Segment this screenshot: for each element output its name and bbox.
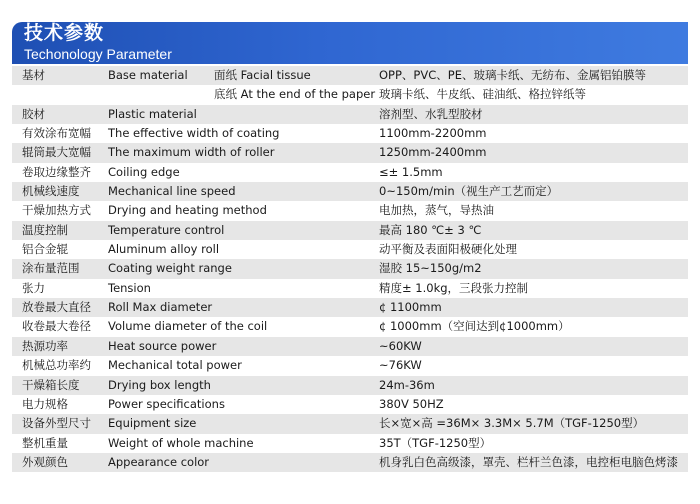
table-row	[12, 240, 688, 259]
table-row	[12, 317, 688, 336]
row-label-cn: 基材	[22, 68, 45, 82]
row-value: 溶剂型、水乳型胶材	[379, 106, 483, 121]
row-label-en: Roll Max diameter	[108, 300, 213, 315]
table-row	[12, 143, 688, 162]
row-value: 机身乳白色高级漆，罩壳、栏杆兰色漆，电控柜电脑色烤漆	[379, 454, 678, 469]
table-row	[12, 298, 688, 317]
table-row	[12, 124, 688, 143]
row-label-en: The maximum width of roller	[108, 145, 275, 160]
spec-table	[12, 66, 688, 472]
row-label-en: Drying and heating method	[108, 203, 267, 218]
table-row	[12, 279, 688, 298]
row-value: ≤± 1.5mm	[379, 164, 443, 179]
row-label-en: Coiling edge	[108, 164, 180, 179]
table-row	[12, 66, 688, 85]
table-row	[12, 201, 688, 220]
row-label-en: Coating weight range	[108, 261, 232, 276]
row-value: 380V 50HZ	[379, 396, 444, 411]
row-label-en: Equipment size	[108, 416, 197, 431]
row-label-en: Drying box length	[108, 377, 211, 392]
row-label-en: Volume diameter of the coil	[108, 319, 268, 334]
row-value: ~60KW	[379, 338, 422, 353]
row-label-en: Temperature control	[108, 222, 225, 237]
row-value: 玻璃卡纸、牛皮纸、硅油纸、格拉锌纸等	[379, 87, 586, 102]
row-value: ~76KW	[379, 358, 422, 373]
row-value: 精度± 1.0kg，三段张力控制	[379, 280, 529, 295]
row-label-cn: 机械线速度	[22, 184, 80, 199]
row-label-en: Tension	[108, 280, 151, 295]
row-value: 35T（TGF-1250型）	[379, 435, 492, 450]
row-value: 0~150m/min（视生产工艺而定）	[379, 184, 559, 199]
table-row	[12, 356, 688, 375]
row-label-cn: 干燥箱长度	[22, 377, 80, 392]
row-label-cn: 电力规格	[22, 396, 68, 411]
row-label-en: Plastic material	[108, 106, 197, 121]
table-row	[12, 434, 688, 453]
row-label-en: Aluminum alloy roll	[108, 242, 220, 257]
section-title-cn: 技术参数	[24, 22, 105, 44]
row-label-cn: 外观颜色	[22, 454, 68, 469]
row-label-en: Heat source power	[108, 338, 217, 353]
row-value: 动平衡及表面阳极硬化处理	[379, 242, 517, 257]
row-value: 电加热，蒸气，导热油	[379, 203, 494, 218]
row-value: 24m-36m	[379, 377, 435, 392]
row-label-cn: 有效涂布宽幅	[22, 126, 91, 141]
table-row	[12, 105, 688, 124]
row-value: 1250mm-2400mm	[379, 145, 487, 160]
table-row	[12, 221, 688, 240]
row-label-cn: 温度控制	[22, 222, 68, 237]
table-row	[12, 395, 688, 414]
table-row	[12, 337, 688, 356]
row-label-en: The effective width of coating	[108, 126, 280, 141]
row-label-en: Base material	[108, 68, 188, 82]
row-value: 湿胶 15~150g/m2	[379, 261, 482, 276]
row-label-en: Appearance color	[108, 454, 210, 469]
row-value: 最高 180 ℃± 3 ℃	[379, 222, 482, 237]
row-label-cn: 整机重量	[22, 435, 68, 450]
row-sublabel: 面纸 Facial tissue	[214, 68, 311, 82]
table-row	[12, 414, 688, 433]
row-value: ¢ 1000mm（空间达到¢1000mm）	[379, 319, 570, 334]
section-title-en: Techonology Parameter	[24, 46, 172, 62]
table-row	[12, 259, 688, 278]
row-label-cn: 辊筒最大宽幅	[22, 145, 91, 160]
row-label-cn: 热源功率	[22, 338, 68, 353]
row-label-cn: 涂布量范围	[22, 261, 80, 276]
table-row	[12, 453, 688, 472]
row-value: ¢ 1100mm	[379, 300, 442, 315]
row-label-cn: 设备外型尺寸	[22, 416, 91, 431]
row-label-cn: 卷取边缘整齐	[22, 164, 91, 179]
row-value: 长×宽×高 =36M× 3.3M× 5.7M（TGF-1250型）	[379, 416, 645, 431]
table-row	[12, 85, 688, 104]
row-label-en: Mechanical line speed	[108, 184, 236, 199]
row-label-cn: 胶材	[22, 106, 45, 121]
row-label-cn: 干燥加热方式	[22, 203, 91, 218]
row-label-cn: 机械总功率约	[22, 358, 91, 373]
row-label-cn: 放卷最大直径	[22, 300, 91, 315]
table-row	[12, 376, 688, 395]
row-sublabel: 底纸 At the end of the paper	[214, 87, 376, 102]
table-row	[12, 182, 688, 201]
row-label-en: Power specifications	[108, 396, 225, 411]
table-row	[12, 163, 688, 182]
section-header	[12, 22, 688, 64]
row-label-cn: 张力	[22, 280, 45, 295]
row-value: 1100mm-2200mm	[379, 126, 487, 141]
row-label-cn: 铝合金辊	[22, 242, 68, 257]
row-label-en: Mechanical total power	[108, 358, 242, 373]
row-label-cn: 收卷最大卷径	[22, 319, 91, 334]
row-label-en: Weight of whole machine	[108, 435, 254, 450]
row-value: OPP、PVC、PE、玻璃卡纸、无纺布、金属铝铂膜等	[379, 68, 646, 82]
